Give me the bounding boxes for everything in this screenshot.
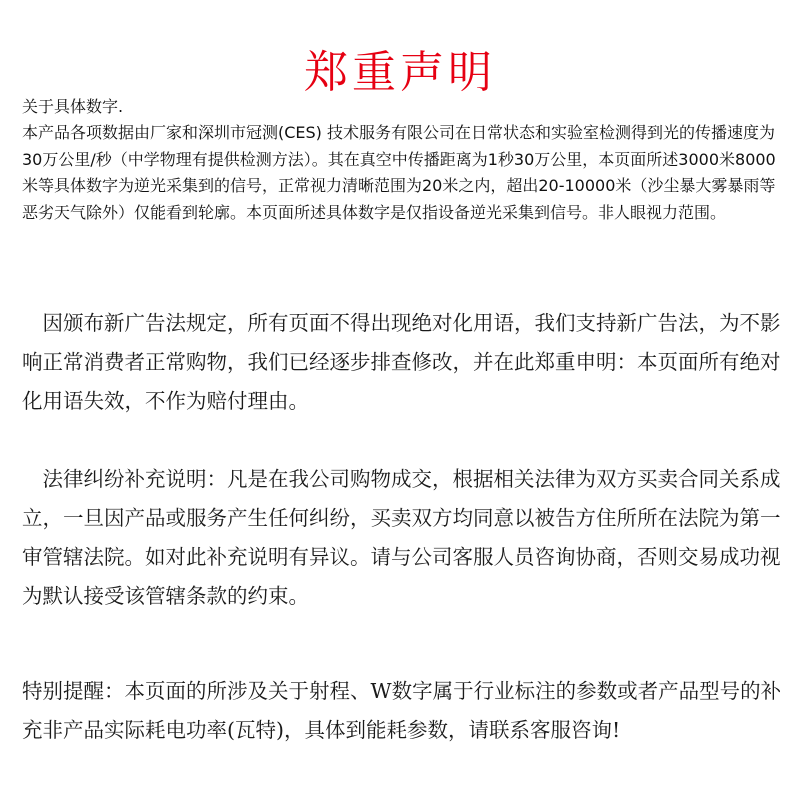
section-body: 因颁布新广告法规定，所有页面不得出现绝对化用语，我们支持新广告法，为不影响正常消费者正常购物，我们已经逐步排查修改，并在此郑重申明：本页面所有绝对化用语失效，不作为赔付理由。 <box>22 311 781 413</box>
section-heading: 关于具体数字. <box>22 97 124 116</box>
advertising-law-section <box>22 304 792 421</box>
specific-numbers-section <box>22 94 788 226</box>
section-body: 法律纠纷补充说明：凡是在我公司购物成交，根据相关法律为双方买卖合同关系成立，一旦因产品或服务产生任何纠纷，买卖双方均同意以被告方住所所在法院为第一审管辖法院。如对此补充说明有异议。请与公司客服人员咨询协商，否则交易成功视为默认接受该管辖条款的约束。 <box>22 467 781 608</box>
section-body: 特别提醒：本页面的所涉及关于射程、W数字属于行业标注的参数或者产品型号的补充非产品实际耗电功率(瓦特)，具体到能耗参数，请联系客服咨询! <box>22 679 782 742</box>
special-reminder-section <box>22 672 792 750</box>
page-title: 郑重声明 <box>304 47 496 99</box>
legal-dispute-section <box>22 460 792 616</box>
section-body: 本产品各项数据由厂家和深圳市冠测(CES) 技术服务有限公司在日常状态和实验室检测得到光的传播速度为30万公里/秒（中学物理有提供检测方法）。其在真空中传播距离为1秒30万公里，本页面所述3000米8000米等具体数字为逆光采集到的信号，正常视力清晰范围为20米之内，超出20-10000米（沙尘暴大雾暴雨等恶劣天气除外）仅能看到轮廓。本页面所述具体数字是仅指设备逆光采集到信号。非人眼视力范围。 <box>22 123 776 222</box>
